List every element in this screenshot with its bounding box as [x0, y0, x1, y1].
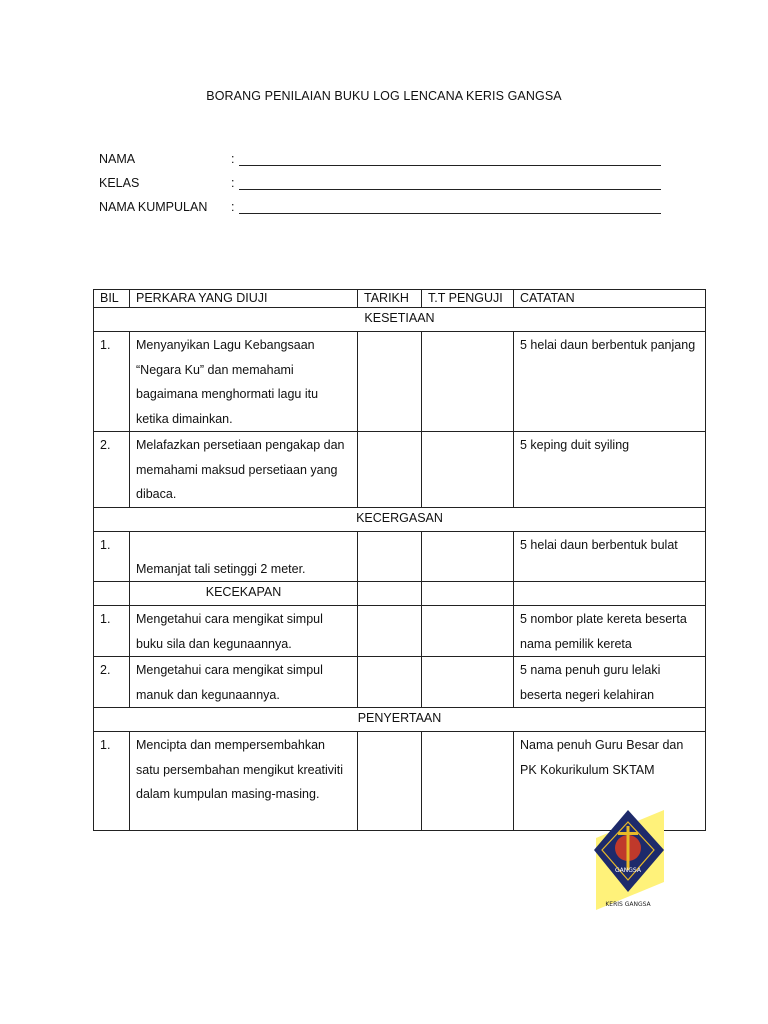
cell-bil: 1. [94, 606, 130, 657]
cell-item: Mengetahui cara mengikat simpul buku sila dan kegunaannya. [130, 606, 358, 657]
table-row [94, 531, 706, 582]
section-title: KECERGASAN [94, 507, 706, 531]
table-header-row [94, 290, 706, 308]
cell-penguji[interactable] [422, 432, 514, 508]
header-catatan: CATATAN [514, 290, 706, 308]
section-row-kesetiaan [94, 308, 706, 332]
cell-tarikh[interactable] [358, 432, 422, 508]
cell-note: 5 nama penuh guru lelaki beserta negeri kelahiran [514, 657, 706, 708]
field-kelas [99, 176, 699, 196]
cell-tarikh[interactable] [358, 657, 422, 708]
cell-tarikh[interactable] [358, 732, 422, 831]
field-nama [99, 152, 699, 172]
cell-item: Melafazkan persetiaan pengakap dan memahami maksud persetiaan yang dibaca. [130, 432, 358, 508]
field-blank-line[interactable] [239, 189, 661, 190]
cell-item: Mencipta dan mempersembahkan satu persembahan mengikut kreativiti dalam kumpulan masing-masing. [130, 732, 358, 831]
cell-item: Mengetahui cara mengikat simpul manuk dan kegunaannya. [130, 657, 358, 708]
field-nama-kumpulan [99, 200, 699, 220]
table-row [94, 432, 706, 508]
section-row-penyertaan [94, 708, 706, 732]
cell-note: Nama penuh Guru Besar dan PK Kokurikulum SKTAM [514, 732, 706, 831]
cell-tarikh[interactable] [358, 531, 422, 582]
header-perkara: PERKARA YANG DIUJI [130, 290, 358, 308]
table-row [94, 657, 706, 708]
section-row-kecekapan [94, 582, 706, 606]
keris-gangsa-badge-icon [592, 810, 672, 910]
field-label: NAMA KUMPULAN [99, 200, 208, 214]
logo-badge-text: GANGSA [615, 867, 641, 874]
cell-tarikh[interactable] [358, 606, 422, 657]
logo-caption: KERIS GANGSA [605, 901, 651, 908]
cell-bil: 1. [94, 732, 130, 831]
logo-keris-hilt [618, 832, 638, 835]
header-tarikh: TARIKH [358, 290, 422, 308]
cell-penguji[interactable] [422, 606, 514, 657]
section-title: PENYERTAAN [94, 708, 706, 732]
field-label: KELAS [99, 176, 140, 190]
document-title: BORANG PENILAIAN BUKU LOG LENCANA KERIS GANGSA [206, 89, 562, 103]
section-title: KESETIAAN [94, 308, 706, 332]
cell-note: 5 keping duit syiling [514, 432, 706, 508]
cell-penguji[interactable] [422, 732, 514, 831]
cell-item-wrap [130, 531, 358, 582]
field-colon: : [231, 200, 235, 214]
cell-penguji[interactable] [422, 531, 514, 582]
keris-gangsa-logo [592, 810, 672, 910]
cell-bil: 2. [94, 432, 130, 508]
cell-note: 5 helai daun berbentuk bulat [514, 531, 706, 582]
cell-bil: 1. [94, 531, 130, 582]
section-row-kecergasan [94, 507, 706, 531]
field-colon: : [231, 176, 235, 190]
header-tt-penguji: T.T PENGUJI [422, 290, 514, 308]
cell-bil: 2. [94, 657, 130, 708]
cell-bil: 1. [94, 332, 130, 432]
cell-note: 5 nombor plate kereta beserta nama pemilik kereta [514, 606, 706, 657]
section-title: KECEKAPAN [130, 582, 358, 606]
field-label: NAMA [99, 152, 136, 166]
cell-item: Memanjat tali setinggi 2 meter. [136, 561, 306, 576]
cell-note: 5 helai daun berbentuk panjang [514, 332, 706, 432]
header-bil: BIL [94, 290, 130, 308]
cell-penguji[interactable] [422, 657, 514, 708]
field-blank-line[interactable] [239, 213, 661, 214]
field-blank-line[interactable] [239, 165, 661, 166]
cell-item: Menyanyikan Lagu Kebangsaan “Negara Ku” dan memahami bagaimana menghormati lagu itu ketika dimainkan. [130, 332, 358, 432]
cell-tarikh[interactable] [358, 332, 422, 432]
assessment-table [93, 289, 706, 831]
cell-penguji[interactable] [422, 332, 514, 432]
table-row [94, 606, 706, 657]
table-row [94, 332, 706, 432]
field-colon: : [231, 152, 235, 166]
